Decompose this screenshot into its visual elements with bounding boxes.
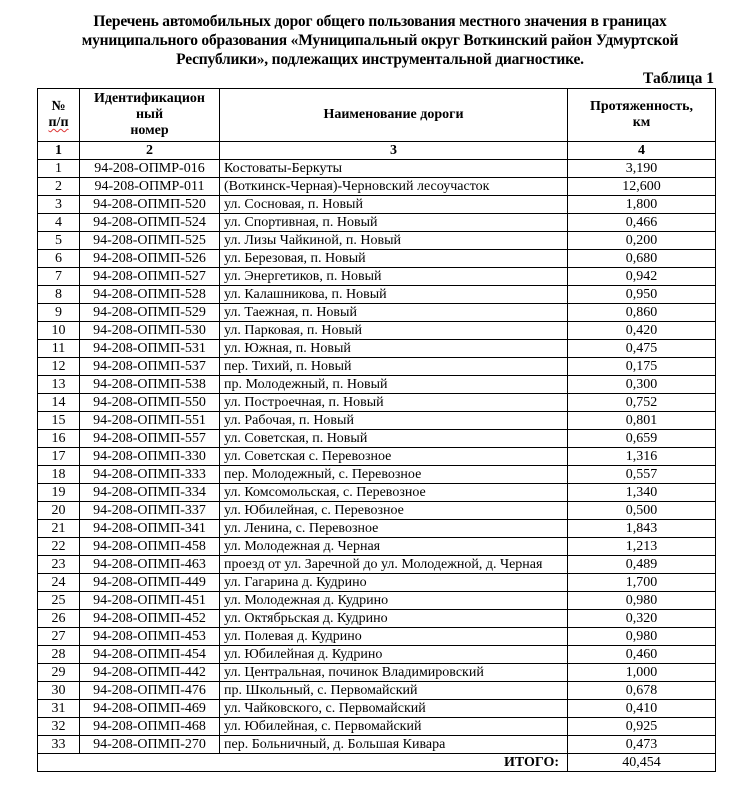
road-name: пр. Молодежный, п. Новый [220, 376, 568, 394]
road-id: 94-208-ОПМП-454 [80, 646, 220, 664]
row-number: 22 [38, 538, 80, 556]
road-length: 0,420 [568, 322, 716, 340]
road-name: ул. Юбилейная, с. Перевозное [220, 502, 568, 520]
road-name: пер. Тихий, п. Новый [220, 358, 568, 376]
row-number: 10 [38, 322, 80, 340]
row-number: 25 [38, 592, 80, 610]
road-name: пр. Школьный, с. Первомайский [220, 682, 568, 700]
road-length: 0,925 [568, 718, 716, 736]
road-id: 94-208-ОПМП-476 [80, 682, 220, 700]
road-length: 0,659 [568, 430, 716, 448]
table-row [38, 646, 716, 664]
road-name: ул. Полевая д. Кудрино [220, 628, 568, 646]
road-name: ул. Молодежная д. Черная [220, 538, 568, 556]
table-row [38, 664, 716, 682]
road-id: 94-208-ОПМП-526 [80, 250, 220, 268]
table-row [38, 232, 716, 250]
road-name: ул. Юбилейная, с. Первомайский [220, 718, 568, 736]
table-body [38, 160, 716, 754]
road-id: 94-208-ОПМП-524 [80, 214, 220, 232]
row-number: 5 [38, 232, 80, 250]
road-name: ул. Чайковского, с. Первомайский [220, 700, 568, 718]
road-length: 0,980 [568, 628, 716, 646]
road-name: ул. Построечная, п. Новый [220, 394, 568, 412]
table-row [38, 160, 716, 178]
road-length: 0,752 [568, 394, 716, 412]
road-name: ул. Калашникова, п. Новый [220, 286, 568, 304]
column-number: 4 [568, 142, 716, 160]
road-id: 94-208-ОПМП-538 [80, 376, 220, 394]
road-length: 1,700 [568, 574, 716, 592]
total-row [38, 754, 716, 772]
road-id: 94-208-ОПМП-270 [80, 736, 220, 754]
table-row [38, 286, 716, 304]
column-number: 1 [38, 142, 80, 160]
road-name: ул. Советская с. Перевозное [220, 448, 568, 466]
table-row [38, 448, 716, 466]
road-id: 94-208-ОПМП-527 [80, 268, 220, 286]
row-number: 14 [38, 394, 80, 412]
row-number: 21 [38, 520, 80, 538]
road-length: 1,213 [568, 538, 716, 556]
table-row [38, 376, 716, 394]
table-row [38, 268, 716, 286]
column-number: 2 [80, 142, 220, 160]
total-label: ИТОГО: [38, 754, 568, 772]
road-id: 94-208-ОПМП-442 [80, 664, 220, 682]
road-length: 0,678 [568, 682, 716, 700]
road-id: 94-208-ОПМП-557 [80, 430, 220, 448]
road-length: 0,801 [568, 412, 716, 430]
road-length: 0,475 [568, 340, 716, 358]
road-id: 94-208-ОПМП-341 [80, 520, 220, 538]
road-name: ул. Октябрьская д. Кудрино [220, 610, 568, 628]
table-row [38, 358, 716, 376]
header-length: Протяженность, км [568, 89, 716, 142]
road-name: ул. Южная, п. Новый [220, 340, 568, 358]
road-name: ул. Таежная, п. Новый [220, 304, 568, 322]
row-number: 23 [38, 556, 80, 574]
road-name: ул. Лизы Чайкиной, п. Новый [220, 232, 568, 250]
road-length: 3,190 [568, 160, 716, 178]
road-name: (Воткинск-Черная)-Черновский лесоучасток [220, 178, 568, 196]
row-number: 29 [38, 664, 80, 682]
road-length: 12,600 [568, 178, 716, 196]
title-line: Перечень автомобильных дорог общего пользования местного значения в границах [93, 13, 667, 30]
table-row [38, 322, 716, 340]
table-row [38, 304, 716, 322]
title-line: муниципального образования «Муниципальный округ Воткинский район Удмуртской [81, 32, 679, 49]
road-name: ул. Спортивная, п. Новый [220, 214, 568, 232]
road-id: 94-208-ОПМП-463 [80, 556, 220, 574]
road-name: пер. Молодежный, с. Перевозное [220, 466, 568, 484]
road-length: 1,000 [568, 664, 716, 682]
table-row [38, 736, 716, 754]
table-row [38, 430, 716, 448]
table-row [38, 682, 716, 700]
row-number: 17 [38, 448, 80, 466]
table-row [38, 196, 716, 214]
row-number: 8 [38, 286, 80, 304]
table-row [38, 592, 716, 610]
road-id: 94-208-ОПМП-537 [80, 358, 220, 376]
road-length: 1,316 [568, 448, 716, 466]
table-row [38, 700, 716, 718]
road-id: 94-208-ОПМР-011 [80, 178, 220, 196]
row-number: 19 [38, 484, 80, 502]
road-id: 94-208-ОПМП-449 [80, 574, 220, 592]
table-row [38, 520, 716, 538]
row-number: 18 [38, 466, 80, 484]
road-name: ул. Советская, п. Новый [220, 430, 568, 448]
road-id: 94-208-ОПМР-016 [80, 160, 220, 178]
row-number: 13 [38, 376, 80, 394]
road-id: 94-208-ОПМП-529 [80, 304, 220, 322]
road-name: ул. Гагарина д. Кудрино [220, 574, 568, 592]
road-length: 0,500 [568, 502, 716, 520]
road-name: ул. Энергетиков, п. Новый [220, 268, 568, 286]
table-label: Таблица 1 [643, 70, 714, 87]
table-row [38, 718, 716, 736]
road-id: 94-208-ОПМП-528 [80, 286, 220, 304]
road-id: 94-208-ОПМП-531 [80, 340, 220, 358]
table-row [38, 250, 716, 268]
road-length: 0,980 [568, 592, 716, 610]
road-name: ул. Рабочая, п. Новый [220, 412, 568, 430]
row-number: 9 [38, 304, 80, 322]
road-id: 94-208-ОПМП-452 [80, 610, 220, 628]
road-length: 1,340 [568, 484, 716, 502]
title-line: Республики», подлежащих инструментальной диагностике. [176, 51, 584, 68]
table-row [38, 412, 716, 430]
row-number: 16 [38, 430, 80, 448]
road-name: ул. Молодежная д. Кудрино [220, 592, 568, 610]
road-id: 94-208-ОПМП-550 [80, 394, 220, 412]
table-row [38, 484, 716, 502]
road-length: 0,557 [568, 466, 716, 484]
total-value: 40,454 [568, 754, 716, 772]
row-number: 1 [38, 160, 80, 178]
road-length: 1,843 [568, 520, 716, 538]
road-name: пер. Больничный, д. Большая Кивара [220, 736, 568, 754]
road-length: 0,300 [568, 376, 716, 394]
road-id: 94-208-ОПМП-520 [80, 196, 220, 214]
road-name: проезд от ул. Заречной до ул. Молодежной, д. Черная [220, 556, 568, 574]
table-row [38, 610, 716, 628]
road-id: 94-208-ОПМП-337 [80, 502, 220, 520]
road-length: 0,460 [568, 646, 716, 664]
document-title [40, 12, 720, 69]
table-row [38, 628, 716, 646]
row-number: 31 [38, 700, 80, 718]
header-num: № п/п [38, 89, 80, 142]
row-number: 20 [38, 502, 80, 520]
road-id: 94-208-ОПМП-469 [80, 700, 220, 718]
row-number: 24 [38, 574, 80, 592]
road-length: 0,942 [568, 268, 716, 286]
column-number-row [38, 142, 716, 160]
table-row [38, 178, 716, 196]
road-id: 94-208-ОПМП-451 [80, 592, 220, 610]
road-id: 94-208-ОПМП-333 [80, 466, 220, 484]
road-length: 0,175 [568, 358, 716, 376]
header-name: Наименование дороги [220, 89, 568, 142]
row-number: 27 [38, 628, 80, 646]
road-length: 0,200 [568, 232, 716, 250]
table-row [38, 574, 716, 592]
row-number: 2 [38, 178, 80, 196]
road-name: ул. Сосновая, п. Новый [220, 196, 568, 214]
road-id: 94-208-ОПМП-551 [80, 412, 220, 430]
row-number: 32 [38, 718, 80, 736]
row-number: 3 [38, 196, 80, 214]
row-number: 33 [38, 736, 80, 754]
column-number: 3 [220, 142, 568, 160]
row-number: 12 [38, 358, 80, 376]
road-length: 0,410 [568, 700, 716, 718]
road-length: 1,800 [568, 196, 716, 214]
row-number: 6 [38, 250, 80, 268]
table-row [38, 502, 716, 520]
road-length: 0,860 [568, 304, 716, 322]
table-row [38, 214, 716, 232]
table-row [38, 538, 716, 556]
road-length: 0,473 [568, 736, 716, 754]
row-number: 28 [38, 646, 80, 664]
road-length: 0,680 [568, 250, 716, 268]
header-id: Идентификацион ный номер [80, 89, 220, 142]
road-name: ул. Березовая, п. Новый [220, 250, 568, 268]
road-length: 0,950 [568, 286, 716, 304]
row-number: 11 [38, 340, 80, 358]
road-id: 94-208-ОПМП-330 [80, 448, 220, 466]
road-name: ул. Центральная, починок Владимировский [220, 664, 568, 682]
road-length: 0,320 [568, 610, 716, 628]
road-name: ул. Ленина, с. Перевозное [220, 520, 568, 538]
header-row [38, 89, 716, 142]
table-row [38, 340, 716, 358]
road-name: ул. Парковая, п. Новый [220, 322, 568, 340]
road-length: 0,489 [568, 556, 716, 574]
road-id: 94-208-ОПМП-468 [80, 718, 220, 736]
road-id: 94-208-ОПМП-334 [80, 484, 220, 502]
road-id: 94-208-ОПМП-453 [80, 628, 220, 646]
road-name: Костоваты-Беркуты [220, 160, 568, 178]
table-row [38, 466, 716, 484]
row-number: 15 [38, 412, 80, 430]
table-row [38, 394, 716, 412]
road-id: 94-208-ОПМП-530 [80, 322, 220, 340]
road-length: 0,466 [568, 214, 716, 232]
roads-table [37, 88, 716, 772]
table-row [38, 556, 716, 574]
row-number: 4 [38, 214, 80, 232]
row-number: 26 [38, 610, 80, 628]
row-number: 30 [38, 682, 80, 700]
road-id: 94-208-ОПМП-525 [80, 232, 220, 250]
road-name: ул. Комсомольская, с. Перевозное [220, 484, 568, 502]
row-number: 7 [38, 268, 80, 286]
road-id: 94-208-ОПМП-458 [80, 538, 220, 556]
road-name: ул. Юбилейная д. Кудрино [220, 646, 568, 664]
